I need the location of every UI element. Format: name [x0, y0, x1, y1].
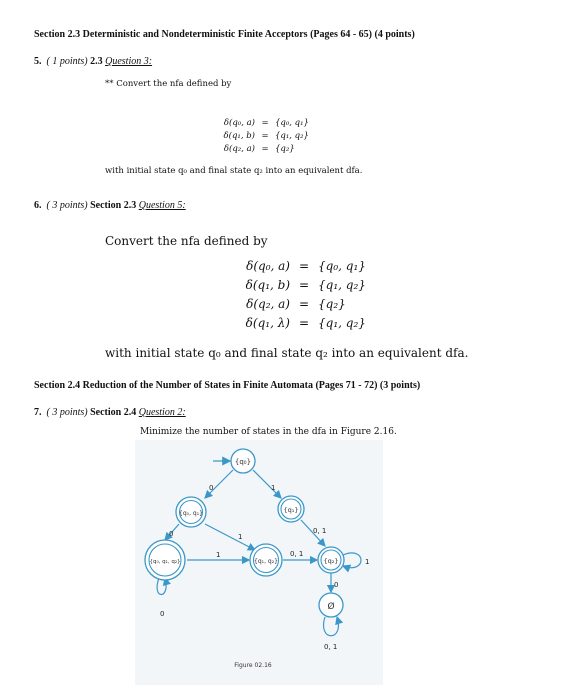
state-q0q1-label: {q₀, q₁} [179, 510, 203, 517]
problem-6-transitions [228, 256, 448, 332]
transition-lhs: δ(q₁, b) [223, 130, 255, 141]
edge-q0q1-q1q2 [205, 524, 255, 550]
transition-lhs: δ(q₁, λ) [245, 315, 290, 330]
label-q1q2-q2: 0, 1 [290, 550, 304, 558]
problem-section: Section 2.4 [90, 407, 137, 418]
figure-caption: Figure 02.16 [234, 662, 272, 669]
transition-rhs: {q₁, q₂} [275, 130, 309, 141]
transition-lhs: δ(q₀, a) [223, 117, 255, 128]
problem-5-intro: ** Convert the nfa defined by [105, 79, 232, 89]
transition-row [200, 142, 400, 155]
question-link[interactable]: Question 2: [138, 407, 186, 418]
state-q2-label: {q₂} [323, 557, 339, 565]
transition-equals: = [298, 296, 310, 311]
transition-equals: = [298, 277, 310, 292]
problem-points: ( 1 points) [46, 56, 88, 67]
transition-rhs: {q₂} [275, 143, 295, 154]
label-q0-q1: 1 [271, 484, 276, 492]
dfa-diagram [135, 440, 383, 685]
problem-points: ( 3 points) [46, 200, 88, 211]
label-q0q1q2-loop: 0 [160, 610, 165, 618]
problem-5-header [34, 56, 152, 67]
state-q0 [231, 449, 255, 473]
transition-rhs: {q₁, q₂} [318, 315, 366, 330]
label-q1-q2: 0, 1 [313, 527, 327, 535]
state-empty [319, 593, 343, 617]
edge-q0-q1 [253, 470, 281, 498]
problem-5-transitions [200, 116, 400, 155]
label-q2-empty: 0 [334, 581, 339, 589]
transition-lhs: δ(q₂, a) [223, 143, 255, 154]
transition-row [228, 256, 448, 275]
label-q0q1-q1q2: 1 [238, 533, 243, 541]
question-link[interactable]: Question 3: [105, 56, 153, 67]
label-q0q1-q0q1q2: 0 [169, 530, 174, 538]
transition-rhs: {q₀, q₁} [318, 258, 366, 273]
transition-equals: = [261, 117, 269, 128]
loop-q2 [343, 553, 361, 568]
state-q0-label: {q₀} [234, 458, 252, 466]
problem-points: ( 3 points) [46, 407, 88, 418]
transition-lhs: δ(q₂, a) [246, 296, 290, 311]
loop-empty [324, 617, 339, 636]
problem-number: 7. [34, 407, 42, 418]
problem-section: Section 2.3 [90, 200, 137, 211]
state-q0q1q2-label: {q₀, q₁, q₂} [149, 559, 181, 565]
transition-rhs: {q₁, q₂} [318, 277, 366, 292]
problem-6-intro: Convert the nfa defined by [105, 234, 268, 248]
transition-row [228, 313, 448, 332]
transition-row [228, 294, 448, 313]
problem-6-closing: with initial state q₀ and final state q₂ into an equivalent dfa. [105, 346, 469, 360]
state-q1q2 [250, 544, 282, 576]
transition-rhs: {q₂} [318, 296, 346, 311]
problem-6-header [34, 200, 186, 211]
label-q2-loop: 1 [365, 558, 370, 566]
state-q1-label: {q₁} [283, 506, 299, 514]
transition-row [200, 129, 400, 142]
transition-lhs: δ(q₀, a) [246, 258, 290, 273]
label-empty-loop: 0, 1 [324, 643, 338, 651]
section-heading-2-3: Section 2.3 Deterministic and Nondeterministic Finite Acceptors (Pages 64 - 65) (4 points) [34, 29, 415, 40]
transition-rhs: {q₀, q₁} [275, 117, 309, 128]
transition-row [200, 116, 400, 129]
problem-5-closing: with initial state q₀ and final state q₂ into an equivalent dfa. [105, 166, 363, 176]
problem-number: 6. [34, 200, 42, 211]
problem-7-intro: Minimize the number of states in the dfa in Figure 2.16. [140, 427, 397, 437]
question-link[interactable]: Question 5: [138, 200, 186, 211]
problem-number: 5. [34, 56, 42, 67]
transition-row [228, 275, 448, 294]
state-empty-label: Ø [327, 602, 335, 612]
state-q2 [318, 547, 344, 573]
state-q0q1 [176, 497, 206, 527]
state-q1 [278, 496, 304, 522]
label-q0q1q2-q1q2: 1 [216, 551, 221, 559]
figure-2-16 [135, 440, 383, 685]
state-q0q1q2 [145, 540, 185, 580]
label-q0-q0q1: 0 [209, 484, 214, 492]
transition-equals: = [298, 315, 310, 330]
problem-section: 2.3 [90, 56, 103, 67]
problem-7-header [34, 407, 186, 418]
section-heading-2-4: Section 2.4 Reduction of the Number of States in Finite Automata (Pages 71 - 72) (3 points) [34, 380, 421, 391]
transition-lhs: δ(q₁, b) [245, 277, 290, 292]
state-q1q2-label: {q₁, q₂} [254, 558, 278, 565]
transition-equals: = [261, 143, 269, 154]
transition-equals: = [261, 130, 269, 141]
transition-equals: = [298, 258, 310, 273]
